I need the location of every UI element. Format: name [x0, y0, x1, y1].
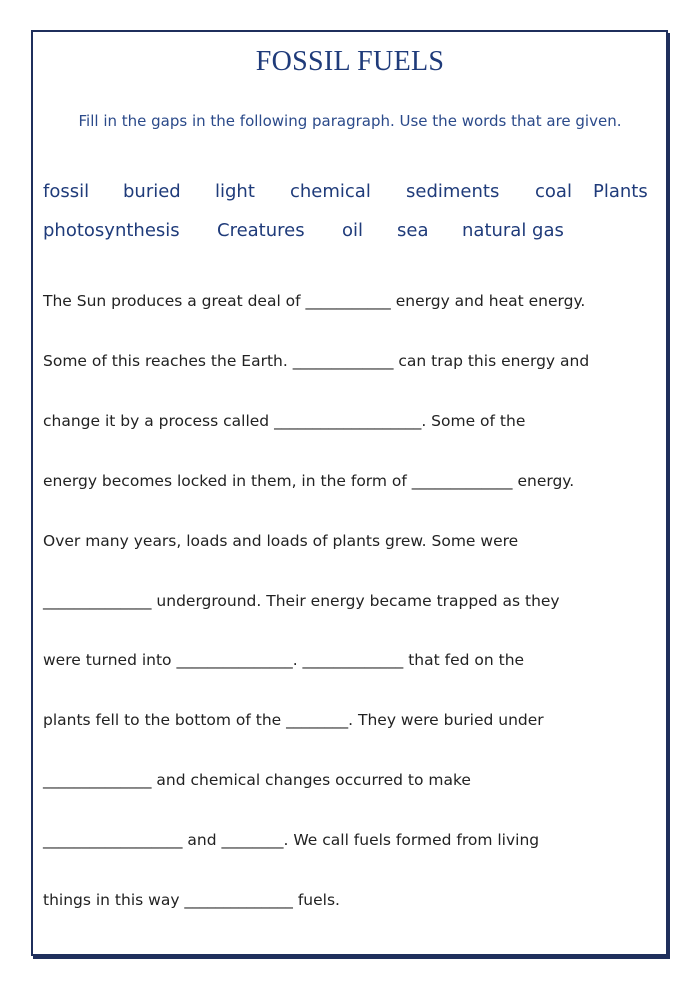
instruction-text: Fill in the gaps in the following paragraph. Use the words that are given. [78, 112, 622, 130]
word-bank-item: fossil [43, 181, 90, 202]
paragraph-line: __________________ and ________. We call fuels formed from living [43, 831, 540, 849]
word-bank-item: sediments [406, 181, 500, 202]
word-bank-item: buried [123, 181, 181, 202]
word-bank-item: oil [342, 220, 364, 241]
paragraph-line: The Sun produces a great deal of ___________ energy and heat energy. [43, 292, 586, 310]
worksheet-border [31, 30, 668, 956]
paragraph-line: Over many years, loads and loads of plants grew. Some were [43, 532, 519, 550]
word-bank-item: photosynthesis [43, 220, 180, 241]
word-bank-item: Creatures [217, 220, 305, 241]
paragraph-line: were turned into _______________. _____________ that fed on the [43, 651, 525, 669]
paragraph-line: ______________ and chemical changes occurred to make [43, 771, 471, 789]
paragraph-line: plants fell to the bottom of the ________. They were buried under [43, 711, 544, 729]
word-bank-item: coal [535, 181, 572, 202]
paragraph-line: ______________ underground. Their energy became trapped as they [43, 592, 560, 610]
paragraph-line: change it by a process called ___________________. Some of the [43, 412, 526, 430]
paragraph-line: things in this way ______________ fuels. [43, 891, 340, 909]
word-bank-item: natural gas [462, 220, 564, 241]
paragraph-line: Some of this reaches the Earth. _____________ can trap this energy and [43, 352, 590, 370]
word-bank-item: sea [397, 220, 429, 241]
word-bank-item: Plants [593, 181, 648, 202]
worksheet-title: FOSSIL FUELS [255, 46, 445, 77]
word-bank-item: chemical [290, 181, 371, 202]
paragraph-line: energy becomes locked in them, in the form of _____________ energy. [43, 472, 575, 490]
word-bank-item: light [215, 181, 255, 202]
